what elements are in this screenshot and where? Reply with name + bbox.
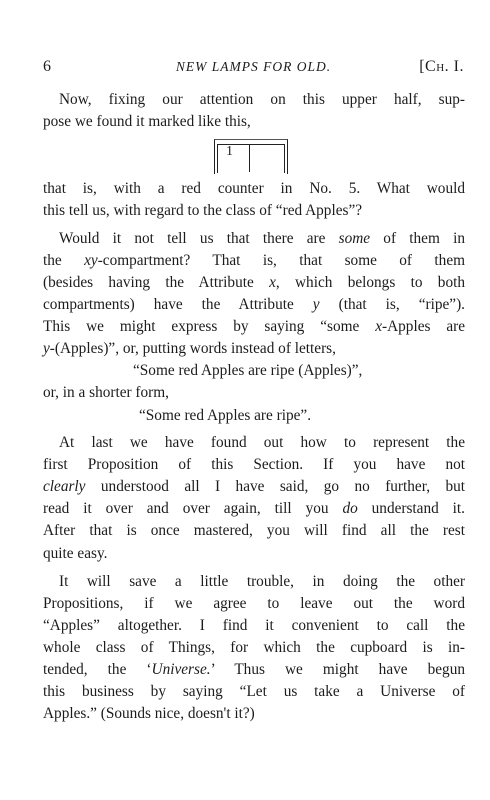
page-number: 6 — [43, 58, 51, 75]
text-line: Propositions, if we agree to leave out the word — [43, 595, 465, 612]
text-line: “Some red Apples are ripe”. — [139, 407, 312, 424]
text-line: Would it not tell us that there are some of them in — [59, 230, 465, 247]
text-line: clearly understood all I have said, go no further, but — [43, 478, 465, 495]
text-line: tended, the ‘Universe.’ Thus we might have begun — [43, 661, 465, 678]
chapter-marker: [Ch. I. — [419, 58, 464, 75]
text-line: Apples.” (Sounds nice, doesn't it?) — [43, 705, 255, 722]
red-counter: 1 — [226, 144, 233, 159]
text-line: “Some red Apples are ripe (Apples)”, — [133, 362, 363, 379]
text-line: quite easy. — [43, 545, 108, 562]
text-line: y-(Apples)”, or, putting words instead of letters, — [43, 340, 336, 357]
text-line: After that is once mastered, you will find all the rest — [43, 522, 465, 539]
text-line: pose we found it marked like this, — [43, 113, 251, 130]
text-line: this tell us, with regard to the class of “red Apples”? — [43, 202, 363, 219]
diagram-upper-half — [214, 139, 288, 175]
text-line: read it over and over again, till you do understand it. — [43, 500, 465, 517]
text-line: Now, fixing our attention on this upper half, sup- — [59, 91, 465, 108]
text-line: the xy-compartment? That is, that some of them — [43, 252, 466, 269]
text-line: this business by saying “Let us take a Universe of — [43, 683, 465, 700]
text-line: whole class of Things, for which the cupboard is in- — [43, 639, 465, 656]
text-line: first Proposition of this Section. If you have not — [43, 456, 465, 473]
text-line: (besides having the Attribute x, which belongs to both — [43, 274, 465, 291]
text-line: “Apples” altogether. I find it convenient to call the — [43, 617, 465, 634]
text-line: It will save a little trouble, in doing the other — [59, 573, 465, 590]
text-line: compartments) have the Attribute y (that is, “ripe”). — [43, 296, 466, 313]
text-line: At last we have found out how to represent the — [59, 434, 465, 451]
text-line: or, in a shorter form, — [43, 384, 169, 401]
running-title: NEW LAMPS FOR OLD. — [175, 59, 332, 74]
text-line: that is, with a red counter in No. 5. What would — [43, 180, 465, 197]
text-line: This we might express by saying “some x-Apples are — [43, 318, 465, 335]
running-header — [43, 58, 464, 80]
